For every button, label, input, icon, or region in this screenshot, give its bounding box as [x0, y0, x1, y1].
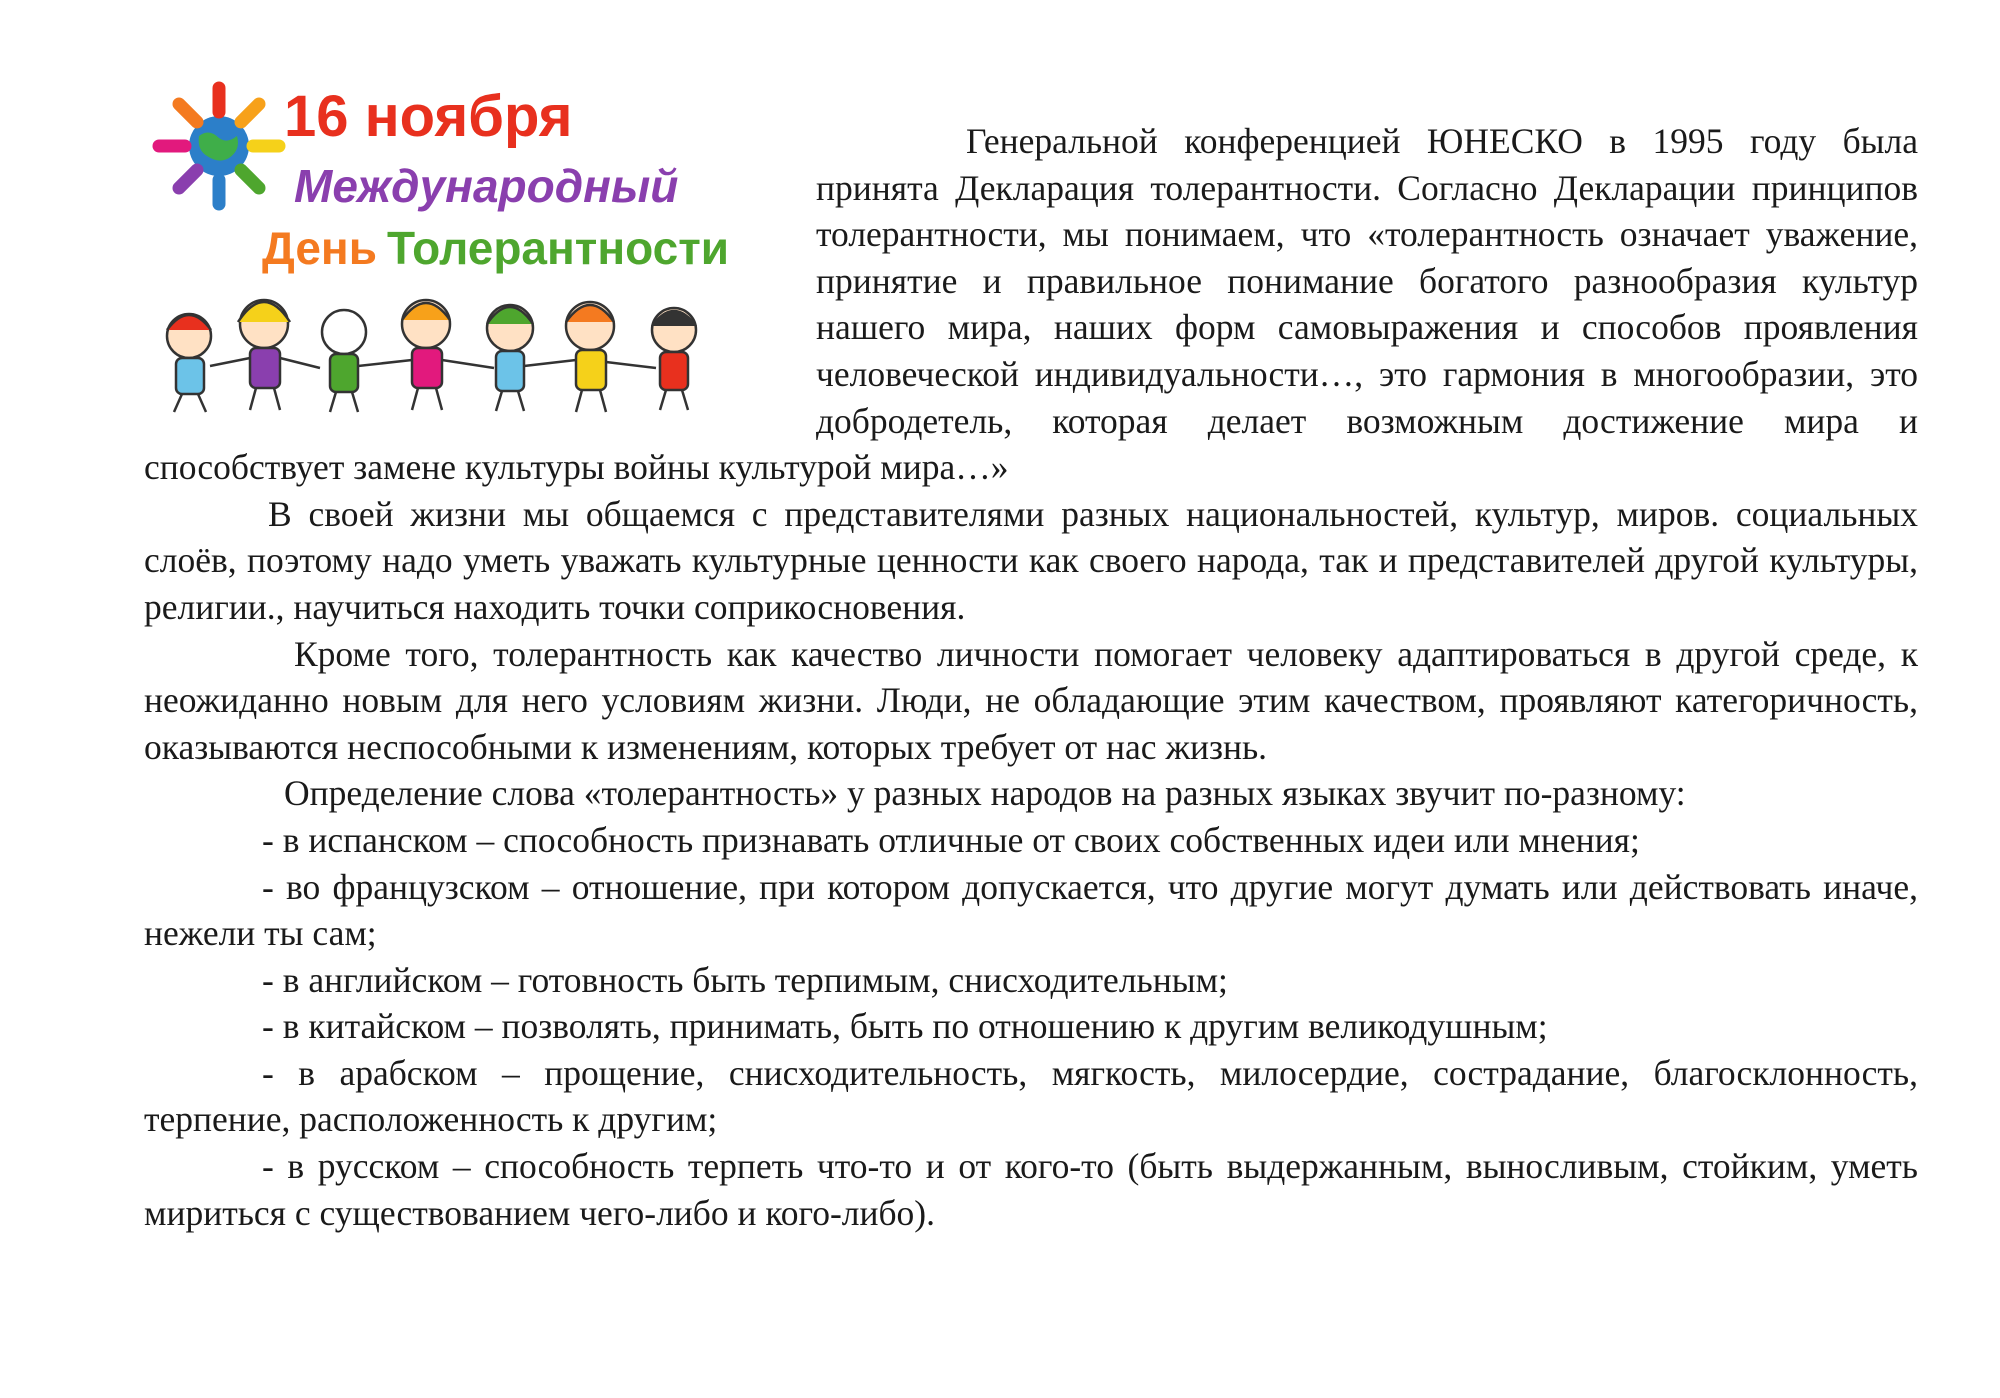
- paragraph-definition-intro: Определение слова «толерантность» у разных народов на разных языках звучит по-разному:: [284, 773, 1686, 814]
- child-figure: [167, 314, 211, 412]
- logo-graphic: [144, 74, 784, 414]
- logo-date: 16 ноября: [284, 84, 573, 149]
- definition-french: - во французском – отношение, при котором допускается, что другие могут думать или действовать иначе, нежели ты сам;: [144, 866, 1918, 954]
- definition-russian: - в русском – способность терпеть что-то и от кого-то (быть выдержанным, выносливым, стойким, уметь мириться с существованием чего-либо и кого-либо).: [144, 1146, 1918, 1233]
- hands-globe-icon: [159, 88, 279, 204]
- children-row-illustration: [167, 300, 696, 412]
- definition-spanish: - в испанском – способность признавать отличные от своих собственных идеи или мнения;: [262, 819, 1640, 860]
- child-figure: [322, 310, 366, 412]
- child-figure: [524, 302, 656, 412]
- logo-title-den: День: [262, 222, 377, 274]
- logo-title-line1: Международный: [294, 160, 679, 212]
- tolerance-day-logo: [144, 74, 784, 414]
- paragraph-adaptation: Кроме того, толерантность как качество личности помогает человеку адаптироваться в другой среде, к неожиданно новым для него условиям жизни. Люди, не обладающие этим качеством, проявляют категоричность, оказываются неспособными к изменениям, которых требует от нас жизнь.: [144, 633, 1918, 767]
- logo-title-tolerance: Толерантности: [386, 222, 729, 274]
- logo-title-line2: [262, 222, 729, 274]
- definition-chinese: - в китайском – позволять, принимать, быть по отношению к другим великодушным;: [262, 1006, 1548, 1047]
- child-figure: [210, 300, 320, 410]
- paragraph-communication: В своей жизни мы общаемся с представителями разных национальностей, культур, миров. социальных слоёв, поэтому надо уметь уважать культурные ценности как своего народа, так и представителей другой культуры, религии., научиться находить точки соприкосновения.: [144, 493, 1918, 627]
- child-figure: [652, 308, 696, 410]
- document-page: [144, 84, 1918, 1236]
- child-figure: [487, 305, 533, 411]
- definition-english: - в английском – готовность быть терпимым, снисходительным;: [262, 959, 1228, 1000]
- definition-arabic: - в арабском – прощение, снисходительность, мягкость, милосердие, сострадание, благосклонность, терпение, расположенность к другим;: [144, 1052, 1918, 1140]
- paragraph-unesco: Генеральной конференцией ЮНЕСКО в 1995 году была принята Декларация толерантности. Согласно Декларации принципов толерантности, мы понимаем, что «толерантность означает уважение, принятие и правильное понимание богатого разнообразия культур нашего мира, наших форм самовыражения и способов проявления человеческой индивидуальности…, это гармония в многообразии, это добродетель, которая делает возможным достижение мира и способствует замене культуры войны культурой мира…»: [144, 121, 1918, 488]
- child-figure: [358, 300, 494, 410]
